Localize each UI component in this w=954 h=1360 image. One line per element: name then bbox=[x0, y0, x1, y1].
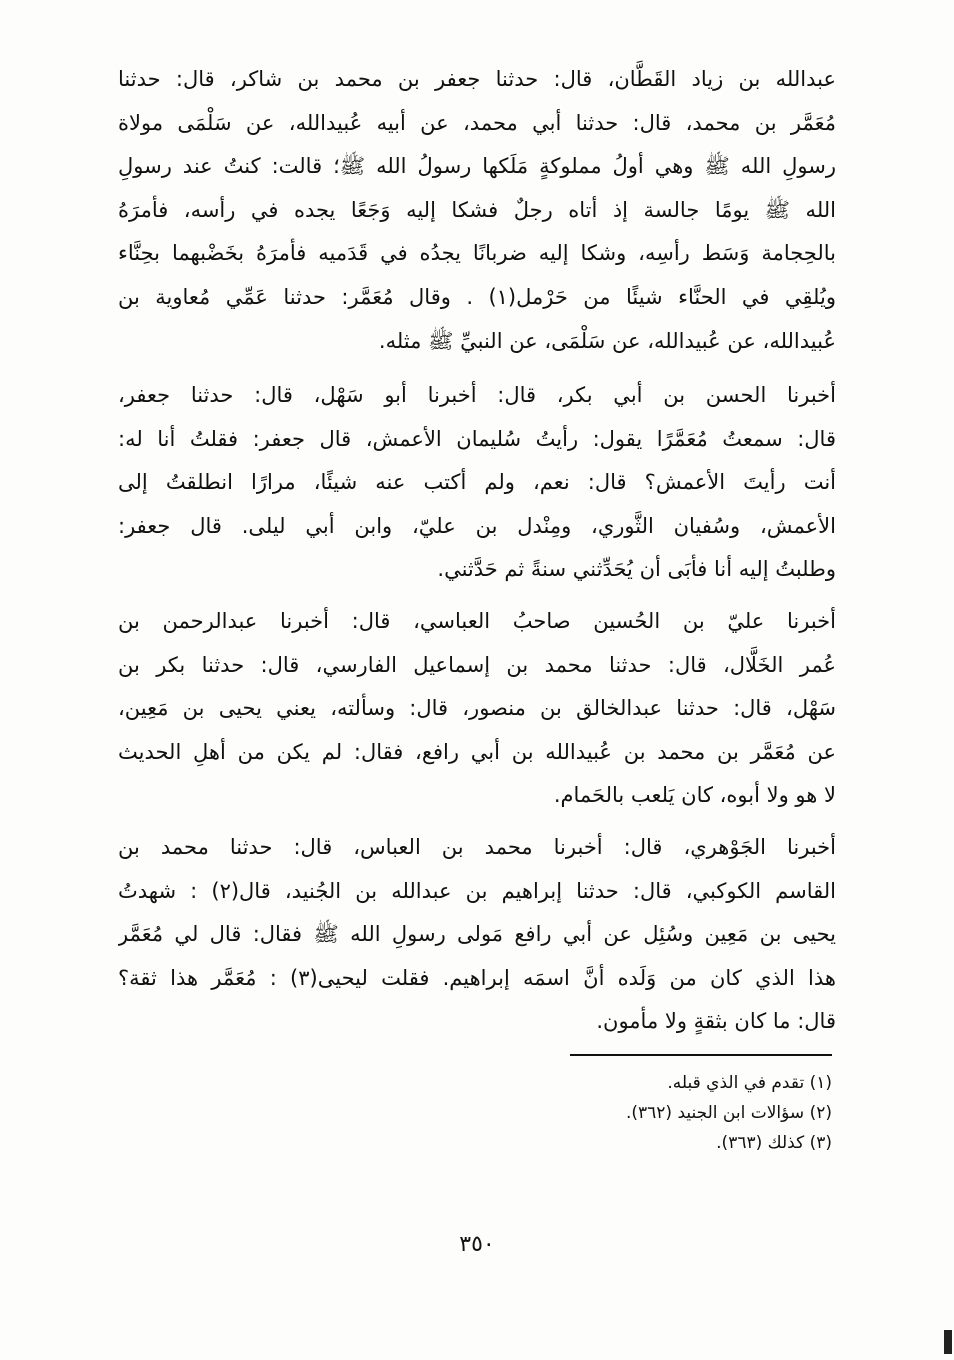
text-line: القاسم الكوكبي، قال: حدثنا إبراهيم بن عبدالله بن الجُنيد، قال(٢) : شهدتُ bbox=[118, 878, 836, 903]
scan-edge-mark bbox=[944, 1330, 952, 1354]
paragraph-3 bbox=[118, 600, 836, 818]
text-line: سَهْل، قال: حدثنا عبدالخالق بن منصور، قال: وسألته، يعني يحيى بن مَعِين، bbox=[118, 696, 836, 721]
text-line: أخبرنا الحسن بن أبي بكر، قال: أخبرنا أبو سَهْل، قال: حدثنا جعفر، bbox=[118, 383, 836, 407]
footnote-divider bbox=[570, 1054, 832, 1056]
text-line: رسولِ الله ﷺ وهي أولُ مملوكةٍ مَلَكها رسولُ الله ﷺ؛ قالت: كنتُ عند رسولِ bbox=[118, 154, 836, 179]
footnote-2: (٢) سؤالات ابن الجنيد (٣٦٢). bbox=[625, 1103, 832, 1123]
text-line: عُبيدالله، عن عُبيدالله، عن سَلْمَى، عن النبيِّ ﷺ مثله. bbox=[378, 328, 836, 353]
text-line: ويُلقِي في الحنَّاء شيئًا من حَرْمل(١) . وقال مُعَمَّر: حدثنا عَمِّي مُعاوية بن bbox=[118, 284, 836, 309]
paragraph-1 bbox=[118, 58, 836, 363]
text-line: أنت رأيتَ الأعمش؟ قال: نعم، ولم أكتب عنه شيئًا، مرارًا انطلقتُ إلى bbox=[118, 470, 836, 495]
text-line: عُمر الخَلَّال، قال: حدثنا محمد بن إسماعيل الفارسي، قال: حدثنا بكر بن bbox=[118, 652, 836, 677]
footnote-3: (٣) كذلك (٣٦٣). bbox=[716, 1133, 832, 1153]
text-line: عن مُعَمَّر بن محمد بن عُبيدالله بن أبي رافع، فقال: لم يكن من أهلِ الحديث bbox=[118, 739, 836, 764]
text-line: أخبرنا عليّ بن الحُسين صاحبُ العباسي، قال: أخبرنا عبدالرحمن بن bbox=[118, 609, 836, 633]
text-line: لا هو ولا أبوه، كان يَلعب بالحَمام. bbox=[553, 783, 836, 808]
text-line: وطلبتُ إليه أنا فأبَى أن يُحَدِّثني سنةً ثم حَدَّثني. bbox=[437, 557, 836, 582]
text-line: الله ﷺ يومًا جالسة إذ أتاه رجلٌ فشكا إليه وَجَعًا يجده في رأسه، فأمرَهُ bbox=[118, 197, 836, 222]
paragraph-2 bbox=[118, 374, 836, 592]
text-line: أخبرنا الجَوْهري، قال: أخبرنا محمد بن العباس، قال: حدثنا محمد بن bbox=[118, 835, 836, 859]
page-number: ٣٥٠ bbox=[459, 1232, 495, 1257]
text-line: قال: سمعتُ مُعَمَّرًا يقول: رأيتُ سُليمان الأعمش، قال جعفر: فقلتُ أنا له: bbox=[118, 426, 836, 451]
text-line: هذا الذي كان من وَلَده أنَّ اسمَه إبراهيم. فقلت ليحيى(٣) : مُعَمَّر هذا ثقة؟ bbox=[118, 965, 836, 990]
text-line: مُعَمَّر بن محمد، قال: حدثنا أبي محمد، عن أبيه عُبيدالله، عن سَلْمَى مولاة bbox=[118, 110, 836, 135]
footnote-1: (١) تقدم في الذي قبله. bbox=[667, 1073, 832, 1093]
text-line: الأعمش، وسُفيان الثَّوري، ومِنْدل بن عليّ، وابن أبي ليلى. قال جعفر: bbox=[118, 513, 836, 538]
footnotes bbox=[420, 1068, 832, 1158]
paragraph-4 bbox=[118, 826, 836, 1044]
text-line: يحيى بن مَعِين وسُئِل عن أبي رافع مَولى رسولِ الله ﷺ فقال: قال لي مُعَمَّر bbox=[118, 922, 836, 947]
text-line: قال: ما كان بثقةٍ ولا مأمون. bbox=[596, 1009, 836, 1034]
text-line: بالحِجامة وَسَط رأسِه، وشكا إليه ضربانًا يجدُه في قَدَميه فأمرَهُ بخَضْبهما بحِنَّاء bbox=[118, 241, 836, 266]
text-line: عبدالله بن زياد القَطَّان، قال: حدثنا جعفر بن محمد بن شاكر، قال: حدثنا bbox=[118, 67, 836, 91]
